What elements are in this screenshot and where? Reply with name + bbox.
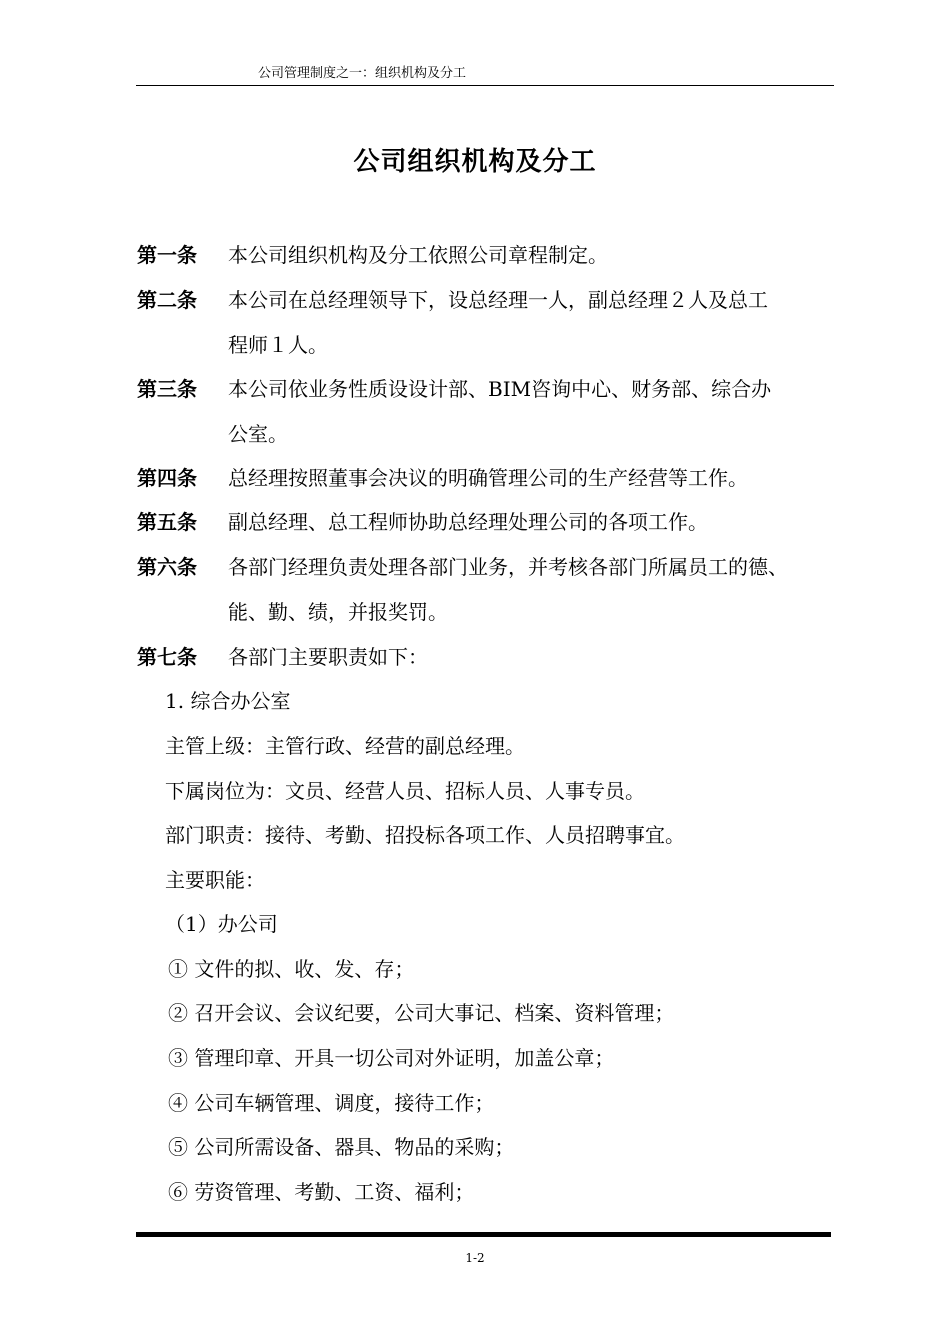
article-6-text-line-1: 各部门经理负责处理各部门业务，并考核各部门所属员工的德、 xyxy=(228,555,788,579)
article-5-label: 第五条 xyxy=(137,510,197,534)
page-number: 1-2 xyxy=(465,1251,485,1265)
running-header: 公司管理制度之一：组织机构及分工 xyxy=(258,66,467,81)
article-3-label: 第三条 xyxy=(137,377,197,401)
article-2-text-line-2: 程师１人。 xyxy=(228,333,328,357)
article-3-text-line-2: 公室。 xyxy=(228,422,288,446)
article-2-label: 第二条 xyxy=(137,288,197,312)
article-3-text-line-1: 本公司依业务性质设设计部、BIM咨询中心、财务部、综合办 xyxy=(228,377,772,401)
section-subordinates: 下属岗位为：文员、经营人员、招标人员、人事专员。 xyxy=(165,779,645,803)
function-item-3: ③ 管理印章、开具一切公司对外证明，加盖公章； xyxy=(168,1046,615,1070)
function-item-1: ① 文件的拟、收、发、存； xyxy=(168,957,415,981)
article-1-label: 第一条 xyxy=(137,243,197,267)
article-7-text: 各部门主要职责如下： xyxy=(228,645,428,669)
article-5-text: 副总经理、总工程师协助总经理处理公司的各项工作。 xyxy=(228,510,708,534)
function-item-4: ④ 公司车辆管理、调度，接待工作； xyxy=(168,1091,495,1115)
section-duties: 部门职责：接待、考勤、招投标各项工作、人员招聘事宜。 xyxy=(165,823,685,847)
article-2-text-line-1: 本公司在总经理领导下，设总经理一人，副总经理２人及总工 xyxy=(228,288,768,312)
article-7-label: 第七条 xyxy=(137,645,197,669)
section-supervisor: 主管上级：主管行政、经营的副总经理。 xyxy=(165,734,525,758)
section-sub-heading: （1）办公司 xyxy=(165,912,278,936)
article-4-text: 总经理按照董事会决议的明确管理公司的生产经营等工作。 xyxy=(228,466,748,490)
footer-rule xyxy=(136,1232,831,1237)
function-item-6: ⑥ 劳资管理、考勤、工资、福利； xyxy=(168,1180,475,1204)
section-heading: 1. 综合办公室 xyxy=(165,689,291,713)
article-4-label: 第四条 xyxy=(137,466,197,490)
article-6-text-line-2: 能、勤、绩，并报奖罚。 xyxy=(228,600,448,624)
document-title: 公司组织机构及分工 xyxy=(353,147,597,177)
function-item-2: ② 召开会议、会议纪要，公司大事记、档案、资料管理； xyxy=(168,1001,675,1025)
article-6-label: 第六条 xyxy=(137,555,197,579)
function-item-5: ⑤ 公司所需设备、器具、物品的采购； xyxy=(168,1135,515,1159)
article-1-text: 本公司组织机构及分工依照公司章程制定。 xyxy=(228,243,608,267)
header-rule xyxy=(136,85,834,86)
section-functions-label: 主要职能： xyxy=(165,868,265,892)
